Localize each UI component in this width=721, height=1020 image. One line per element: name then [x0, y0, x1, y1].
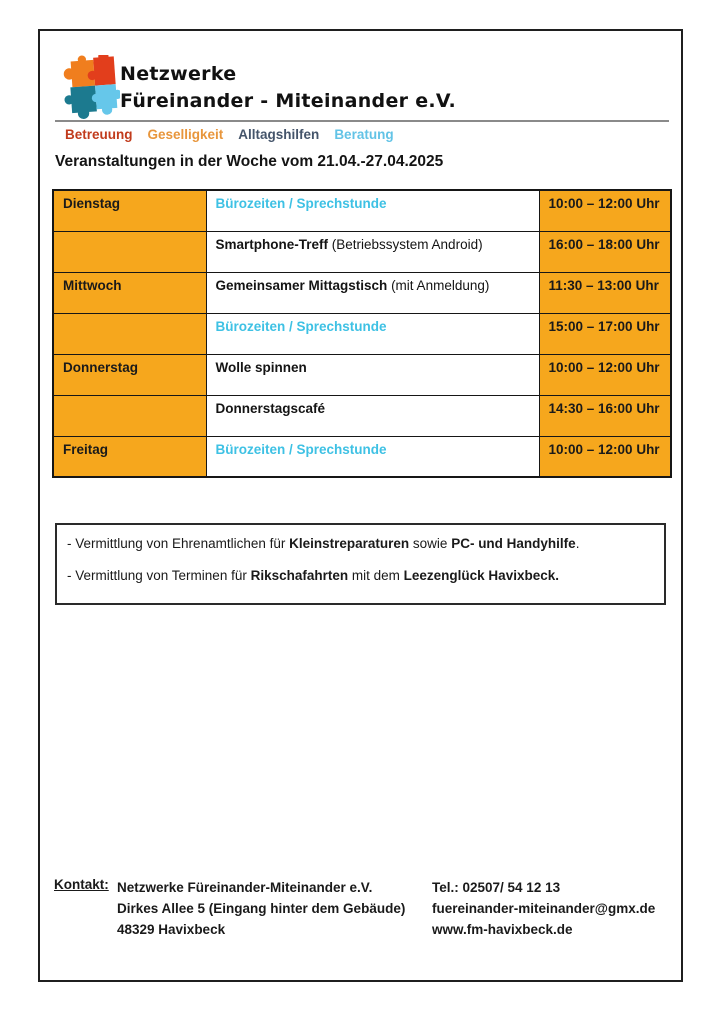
event-cell [206, 272, 539, 313]
event-title: Bürozeiten / Sprechstunde [215, 318, 387, 334]
table-row [53, 395, 671, 436]
info-bold: PC- und Handyhilfe [451, 536, 576, 551]
schedule-table [52, 189, 672, 478]
table-row [53, 313, 671, 354]
day-cell: Donnerstag [53, 354, 206, 395]
info-text: - Vermittlung von Terminen für [67, 568, 251, 583]
category-nav [65, 127, 394, 142]
info-bold: Kleinstreparaturen [289, 536, 410, 551]
day-cell [53, 395, 206, 436]
contact-city: 48329 Havixbeck [117, 922, 226, 937]
nav-item-beratung: Beratung [334, 127, 394, 142]
org-name-line1: Netzwerke [120, 63, 237, 85]
header-divider [55, 120, 669, 122]
info-bold: Rikschafahrten [250, 568, 349, 583]
time-cell: 16:00 – 18:00 Uhr [539, 231, 671, 272]
event-title: Bürozeiten / Sprechstunde [215, 441, 387, 457]
nav-item-betreuung: Betreuung [65, 127, 133, 142]
time-cell: 14:30 – 16:00 Uhr [539, 395, 671, 436]
event-cell [206, 231, 539, 272]
event-title: Wolle spinnen [215, 359, 307, 375]
nav-item-alltagshilfen: Alltagshilfen [238, 127, 320, 142]
info-text: - Vermittlung von Ehrenamtlichen für [67, 536, 290, 551]
contact-street: Dirkes Allee 5 (Eingang hinter dem Gebäude) [117, 901, 406, 916]
event-title: Donnerstagscafé [215, 400, 326, 416]
time-cell: 10:00 – 12:00 Uhr [539, 190, 671, 231]
table-row [53, 231, 671, 272]
info-text: mit dem [348, 568, 404, 583]
info-bold: Leezenglück Havixbeck. [403, 568, 559, 583]
contact-org-name: Netzwerke Füreinander-Miteinander e.V. [117, 880, 373, 895]
day-cell [53, 231, 206, 272]
time-cell: 11:30 – 13:00 Uhr [539, 272, 671, 313]
event-title: Smartphone-Treff [215, 236, 329, 252]
event-cell [206, 354, 539, 395]
info-text: . [575, 536, 580, 551]
contact-website: www.fm-havixbeck.de [432, 922, 573, 937]
table-row [53, 436, 671, 477]
event-note: (Betriebssystem Android) [328, 236, 483, 252]
day-cell: Mittwoch [53, 272, 206, 313]
puzzle-logo-icon [60, 55, 120, 119]
day-cell: Dienstag [53, 190, 206, 231]
time-cell: 15:00 – 17:00 Uhr [539, 313, 671, 354]
table-row [53, 190, 671, 231]
event-cell [206, 436, 539, 477]
event-note: (mit Anmeldung) [387, 277, 490, 293]
contact-address [117, 877, 405, 940]
event-cell [206, 395, 539, 436]
day-cell [53, 313, 206, 354]
event-cell [206, 190, 539, 231]
services-info-box [55, 523, 666, 605]
org-name-line2: Füreinander - Miteinander e.V. [120, 90, 456, 112]
info-text: sowie [409, 536, 452, 551]
contact-info [432, 877, 655, 940]
event-title: Gemeinsamer Mittagstisch [215, 277, 388, 293]
table-row [53, 272, 671, 313]
info-line-rikscha [67, 568, 654, 583]
document-page [38, 29, 683, 982]
nav-item-geselligkeit: Geselligkeit [147, 127, 224, 142]
time-cell: 10:00 – 12:00 Uhr [539, 436, 671, 477]
event-cell [206, 313, 539, 354]
page-title: Veranstaltungen in der Woche vom 21.04.-27.04.2025 [55, 153, 444, 170]
day-cell: Freitag [53, 436, 206, 477]
contact-phone: Tel.: 02507/ 54 12 13 [432, 880, 561, 895]
org-name [120, 61, 456, 115]
time-cell: 10:00 – 12:00 Uhr [539, 354, 671, 395]
contact-email: fuereinander-miteinander@gmx.de [432, 901, 656, 916]
contact-label: Kontakt: [54, 877, 109, 892]
info-line-repairs [67, 536, 654, 551]
event-title: Bürozeiten / Sprechstunde [215, 196, 387, 211]
table-row [53, 354, 671, 395]
